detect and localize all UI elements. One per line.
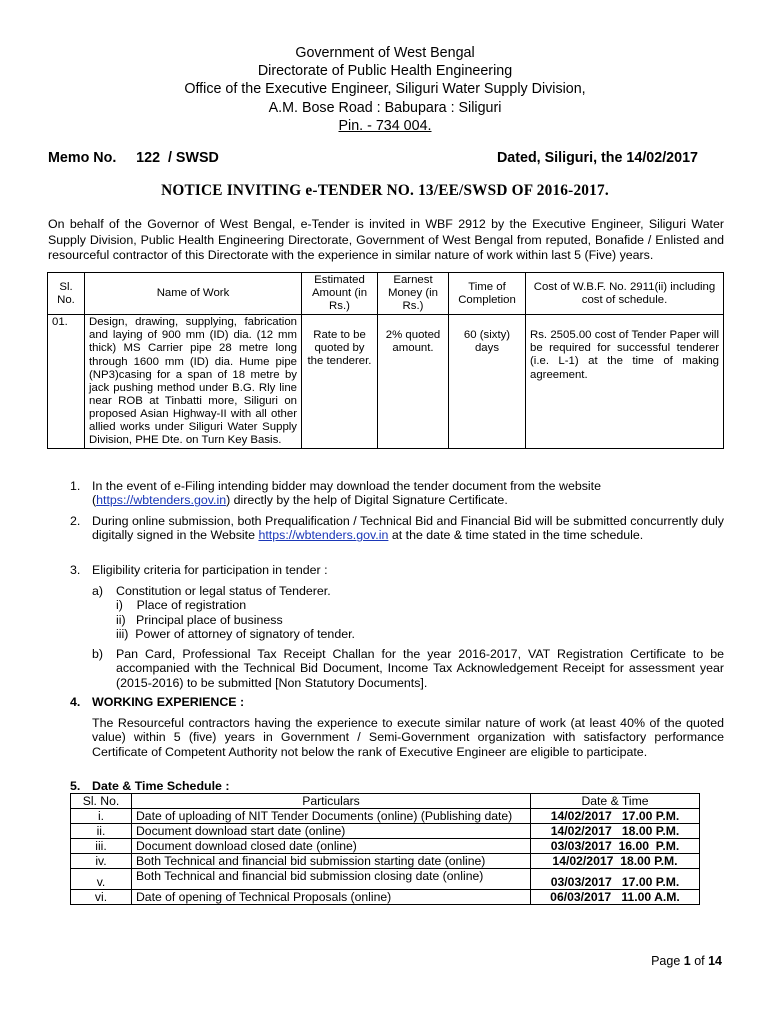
footer-prefix: Page bbox=[651, 954, 684, 968]
point-3a-iii: iii) Power of attorney of signatory of tender. bbox=[116, 627, 355, 642]
schedule-particular: Both Technical and financial bid submission closing date (online) bbox=[132, 869, 531, 890]
row-time: 60 (sixty) days bbox=[449, 315, 526, 449]
header-time: Time of Completion bbox=[449, 273, 526, 315]
point-2-text: During online submission, both Prequalification / Technical Bid and Financial Bid will be submitted concurrently duly digitally signed in the Website bbox=[92, 514, 724, 543]
memo-line bbox=[48, 150, 698, 166]
header-name-of-work: Name of Work bbox=[85, 273, 302, 315]
point-4 bbox=[48, 695, 724, 710]
table-row bbox=[71, 809, 700, 824]
website-link[interactable]: https://wbtenders.gov.in bbox=[96, 493, 227, 508]
schedule-header bbox=[71, 794, 700, 809]
schedule-table bbox=[70, 793, 700, 905]
point-3a-number: a) bbox=[92, 584, 104, 598]
schedule-particular: Both Technical and financial bid submission starting date (online) bbox=[132, 854, 531, 869]
schedule-sl: ii. bbox=[71, 824, 132, 839]
footer-page: 1 bbox=[683, 954, 691, 968]
point-2-number: 2. bbox=[70, 514, 81, 528]
header-address: A.M. Bose Road : Babupara : Siliguri bbox=[268, 99, 502, 116]
table-row bbox=[71, 869, 700, 890]
schedule-particular: Document download closed date (online) bbox=[132, 839, 531, 854]
point-3a-text: Constitution or legal status of Tenderer. bbox=[116, 584, 331, 598]
point-5-heading: Date & Time Schedule : bbox=[92, 779, 230, 793]
schedule-datetime: 03/03/2017 17.00 P.M. bbox=[531, 869, 700, 890]
intro-paragraph: On behalf of the Governor of West Bengal, e-Tender is invited in WBF 2912 by the Executive Engineer, Siliguri Water Supply Division, Public Health Engineering Directorate, Government of West Bengal from reputed, Bonafide / Enlisted and resourceful contractor of this Directorate with the experience in similar nature of work within last 5 (Five) years. bbox=[48, 217, 724, 262]
point-1-paren: ( bbox=[92, 493, 97, 508]
header-office: Office of the Executive Engineer, Siliguri Water Supply Division, bbox=[184, 81, 586, 98]
work-table bbox=[47, 272, 724, 449]
table-row bbox=[48, 315, 724, 449]
schedule-particular: Date of opening of Technical Proposals (online) bbox=[132, 890, 531, 905]
table-row bbox=[71, 854, 700, 869]
schedule-datetime: 03/03/2017 16.00 P.M. bbox=[531, 839, 700, 854]
point-3-number: 3. bbox=[70, 563, 81, 577]
schedule-particular: Date of uploading of NIT Tender Documents (online) (Publishing date) bbox=[132, 809, 531, 824]
schedule-sl: vi. bbox=[71, 890, 132, 905]
point-4-text: The Resourceful contractors having the experience to execute similar nature of work (at least 40% of the quoted value) within 5 (five) years in Government / Semi-Government organization with satisfactory performance Certificate of Competent Authority not below the rank of Executive Engineer are eligible to participate. bbox=[92, 716, 724, 759]
row-estimated: Rate to be quoted by the tenderer. bbox=[302, 315, 378, 449]
point-1-number: 1. bbox=[70, 479, 81, 493]
letterhead bbox=[0, 44, 770, 135]
point-3b-text: Pan Card, Professional Tax Receipt Challan for the year 2016-2017, VAT Registration Certificate to be accompanied with the Technical Bid Document, Income Tax Acknowledgement Receipt for assessment year (2015-2016) to be submitted [Non Statutory Documents]. bbox=[116, 647, 724, 690]
row-cost: Rs. 2505.00 cost of Tender Paper will be required for successful tenderer (i.e. L-1) at the time of making agreement. bbox=[526, 315, 724, 449]
point-3a-ii: ii) Principal place of business bbox=[116, 612, 283, 627]
schedule-sl: iv. bbox=[71, 854, 132, 869]
schedule-sl: i. bbox=[71, 809, 132, 824]
point-3b bbox=[48, 647, 724, 691]
page-footer bbox=[651, 954, 722, 968]
row-name-of-work: Design, drawing, supplying, fabrication and laying of 900 mm (ID) dia. (12 mm thick) MS Carrier pipe 28 metre long through 1600 mm (ID) dia. Hume pipe (NP3)casing for a span of 18 metre by jack pushing method under B.G. Rly line near ROB at Tinbatti more, Siliguri on proposed Asian Highway-II with all other allied works under Siliguri Water Supply Division, PHE Dte. on Turn Key Basis. bbox=[85, 315, 302, 449]
schedule-datetime: 06/03/2017 11.00 A.M. bbox=[531, 890, 700, 905]
point-1 bbox=[48, 479, 724, 509]
point-3a bbox=[48, 584, 724, 644]
schedule-sl: iii. bbox=[71, 839, 132, 854]
point-1-text-end: ) directly by the help of Digital Signature Certificate. bbox=[226, 493, 508, 508]
schedule-header-datetime: Date & Time bbox=[531, 794, 700, 809]
notice-title: NOTICE INVITING e-TENDER NO. 13/EE/SWSD OF 2016-2017. bbox=[161, 182, 609, 199]
header-earnest: Earnest Money (in Rs.) bbox=[378, 273, 449, 315]
row-sl: 01. bbox=[48, 315, 85, 449]
footer-total: 14 bbox=[708, 954, 722, 968]
memo-date: Dated, Siliguri, the 14/02/2017 bbox=[496, 150, 698, 166]
point-4-number: 4. bbox=[70, 695, 81, 709]
header-govt: Government of West Bengal bbox=[295, 45, 475, 61]
schedule-datetime: 14/02/2017 17.00 P.M. bbox=[531, 809, 700, 824]
table-row bbox=[71, 890, 700, 905]
schedule-sl: v. bbox=[71, 869, 132, 890]
schedule-particular: Document download start date (online) bbox=[132, 824, 531, 839]
table-row bbox=[71, 824, 700, 839]
website-link-2[interactable]: https://wbtenders.gov.in bbox=[258, 528, 389, 543]
row-earnest: 2% quoted amount. bbox=[378, 315, 449, 449]
schedule-datetime: 14/02/2017 18.00 P.M. bbox=[531, 854, 700, 869]
header-directorate: Directorate of Public Health Engineering bbox=[257, 63, 513, 80]
point-3b-number: b) bbox=[92, 647, 104, 661]
header-estimated: Estimated Amount (in Rs.) bbox=[302, 273, 378, 315]
point-2 bbox=[48, 514, 724, 558]
schedule-header-sl: Sl. No. bbox=[71, 794, 132, 809]
point-3a-i: i) Place of registration bbox=[116, 598, 247, 613]
point-3-text: Eligibility criteria for participation in tender : bbox=[92, 563, 328, 577]
point-3 bbox=[48, 563, 724, 578]
schedule-header-particulars: Particulars bbox=[132, 794, 531, 809]
point-4-heading: WORKING EXPERIENCE : bbox=[92, 695, 245, 709]
header-cost: Cost of W.B.F. No. 2911(ii) including cost of schedule. bbox=[526, 273, 724, 315]
point-2-text-end: at the date & time stated in the time schedule. bbox=[388, 528, 644, 543]
point-1-text: In the event of e-Filing intending bidder may download the tender document from the website bbox=[92, 479, 602, 493]
header-pin: Pin. - 734 004. bbox=[338, 117, 432, 134]
schedule-datetime: 14/02/2017 18.00 P.M. bbox=[531, 824, 700, 839]
footer-of: of bbox=[690, 954, 709, 968]
table-row bbox=[71, 839, 700, 854]
point-5 bbox=[48, 779, 724, 794]
point-4-body bbox=[48, 716, 724, 774]
memo-number: Memo No. 122 / SWSD bbox=[48, 150, 219, 166]
header-sl: Sl. No. bbox=[48, 273, 85, 315]
work-table-header bbox=[48, 273, 724, 315]
point-5-number: 5. bbox=[70, 779, 81, 793]
